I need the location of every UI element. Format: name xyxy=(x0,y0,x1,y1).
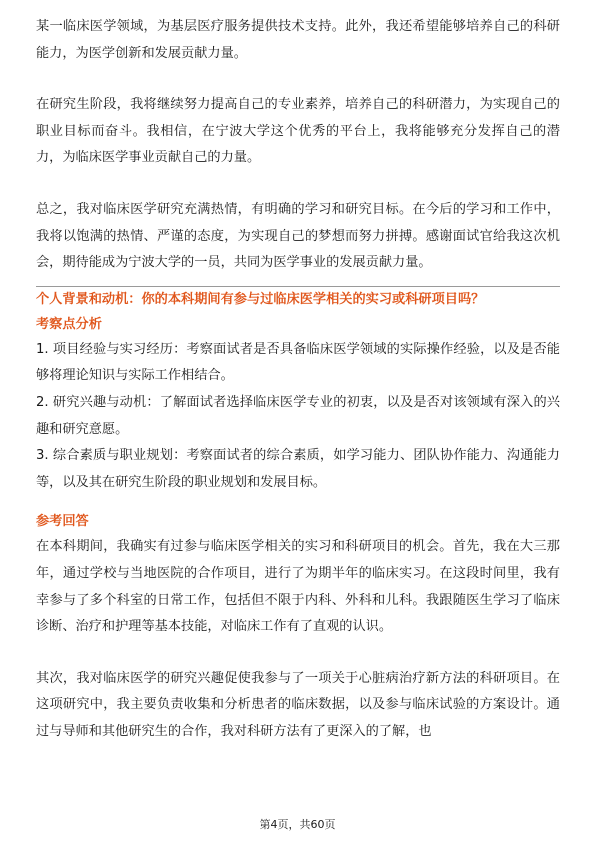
page-content xyxy=(36,14,560,745)
analysis-item: 1. 项目经验与实习经历：考察面试者是否具备临床医学领域的实际操作经验，以及是否能够将理论知识与实际工作相结合。 xyxy=(36,341,560,384)
page-number: 第4页，共60页 xyxy=(259,818,336,831)
analysis-item: 3. 综合素质与职业规划：考察面试者的综合素质，如学习能力、团队协作能力、沟通能力等，以及其在研究生阶段的职业规划和发展目标。 xyxy=(36,448,560,490)
answer-paragraph: 其次，我对临床医学的研究兴趣促使我参与了一项关于心脏病治疗新方法的科研项目。在这项研究中，我主要负责收集和分析患者的临床数据，以及参与临床试验的方案设计。通过与导师和其他研究生的合作，我对科研方法有了更深入的了解，也 xyxy=(36,670,560,739)
interview-question: 个人背景和动机：你的本科期间有参与过临床医学相关的实习或科研项目吗？ xyxy=(36,291,485,307)
body-paragraph: 在研究生阶段，我将继续努力提高自己的专业素养，培养自己的科研潜力，为实现自己的职业目标而奋斗。我相信，在宁波大学这个优秀的平台上，我将能够充分发挥自己的潜力，为临床医学事业贡献自己的力量。 xyxy=(36,97,560,166)
analysis-heading: 考察点分析 xyxy=(36,316,102,332)
analysis-item: 2. 研究兴趣与动机：了解面试者选择临床医学专业的初衷，以及是否对该领域有深入的兴趣和研究意愿。 xyxy=(36,394,560,437)
answer-heading: 参考回答 xyxy=(36,514,89,530)
answer-paragraph: 在本科期间，我确实有过参与临床医学相关的实习和科研项目的机会。首先，我在大三那年，通过学校与当地医院的合作项目，进行了为期半年的临床实习。在这段时间里，我有幸参与了多个科室的日常工作，包括但不限于内科、外科和儿科。我跟随医生学习了临床诊断、治疗和护理等基本技能，对临床工作有了直观的认识。 xyxy=(36,539,560,635)
body-paragraph: 某一临床医学领域，为基层医疗服务提供技术支持。此外，我还希望能够培养自己的科研能力，为医学创新和发展贡献力量。 xyxy=(36,19,560,61)
body-paragraph: 总之，我对临床医学研究充满热情，有明确的学习和研究目标。在今后的学习和工作中，我将以饱满的热情、严谨的态度，为实现自己的梦想而努力拼搏。感谢面试官给我这次机会，期待能成为宁波大学的一员，共同为医学事业的发展贡献力量。 xyxy=(36,201,560,271)
